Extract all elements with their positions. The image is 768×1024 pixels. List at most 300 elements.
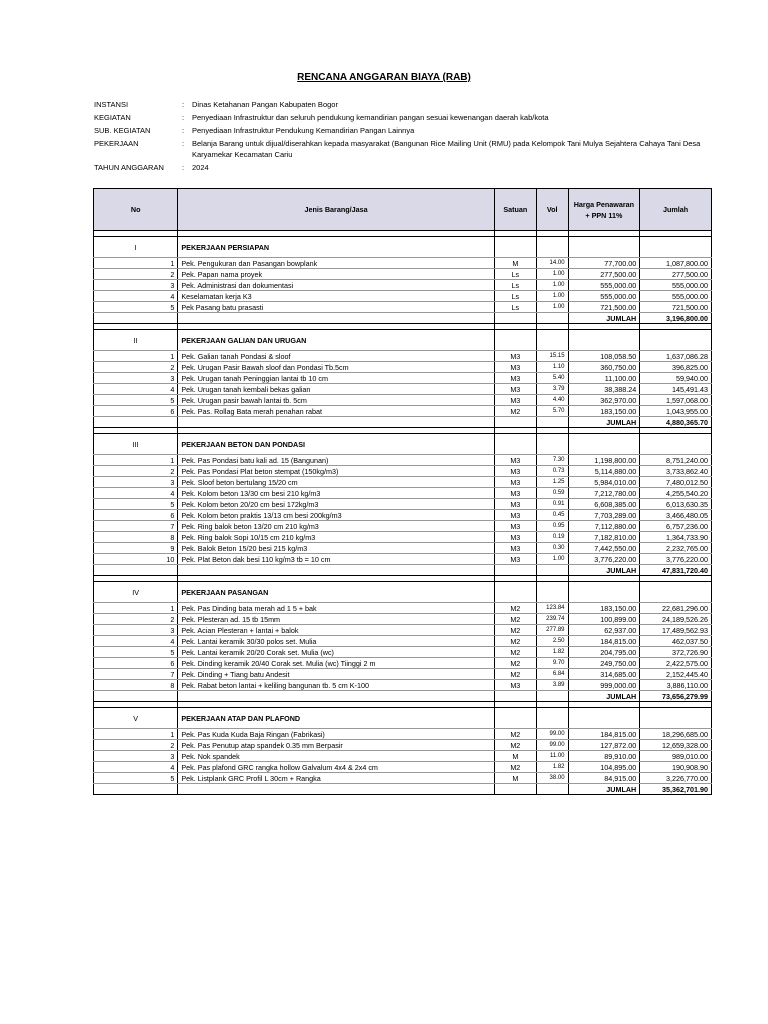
item-price: 127,872.00 <box>568 740 640 751</box>
document-title: RENCANA ANGGARAN BIAYA (RAB) <box>297 72 471 83</box>
item-amount: 721,500.00 <box>640 302 712 313</box>
table-row <box>94 521 712 532</box>
item-description: Pek. Kolom beton 20/20 cm besi 172kg/m3 <box>178 499 494 510</box>
item-unit: Ls <box>494 291 536 302</box>
item-number: 5 <box>94 395 178 406</box>
item-price: 204,795.00 <box>568 647 640 658</box>
item-description: Pek. Balok Beton 15/20 besi 215 kg/m3 <box>178 543 494 554</box>
item-description: Pek. Lantai keramik 20/20 Corak set. Mulia (wc) <box>178 647 494 658</box>
item-unit: M2 <box>494 614 536 625</box>
item-volume: 7.30 <box>536 455 568 466</box>
item-number: 7 <box>94 669 178 680</box>
item-number: 3 <box>94 280 178 291</box>
item-description: Pek. Galian tanah Pondasi & sloof <box>178 351 494 362</box>
item-amount: 2,232,765.00 <box>640 543 712 554</box>
empty-cell <box>494 691 536 702</box>
item-number: 9 <box>94 543 178 554</box>
item-price: 7,442,550.00 <box>568 543 640 554</box>
empty-cell <box>568 708 640 729</box>
item-volume: 1.25 <box>536 477 568 488</box>
item-description: Pek. Rabat beton lantai + keliling bangunan tb. 5 cm K-100 <box>178 680 494 691</box>
item-price: 184,815.00 <box>568 636 640 647</box>
item-price: 11,100.00 <box>568 373 640 384</box>
info-row <box>94 113 714 124</box>
item-price: 7,112,880.00 <box>568 521 640 532</box>
item-description: Pek. Papan nama proyek <box>178 269 494 280</box>
section-name: PEKERJAAN GALIAN DAN URUGAN <box>178 330 494 351</box>
info-label: SUB. KEGIATAN <box>94 126 151 136</box>
item-volume: 1.00 <box>536 291 568 302</box>
item-amount: 6,757,236.00 <box>640 521 712 532</box>
item-volume: 0.30 <box>536 543 568 554</box>
item-description: Pek Pasang batu prasasti <box>178 302 494 313</box>
item-unit: M3 <box>494 395 536 406</box>
item-volume: 1.10 <box>536 362 568 373</box>
section-row <box>94 237 712 258</box>
table-row <box>94 488 712 499</box>
item-price: 89,910.00 <box>568 751 640 762</box>
table-row <box>94 669 712 680</box>
item-unit: M <box>494 258 536 269</box>
item-unit: M2 <box>494 658 536 669</box>
table-row <box>94 258 712 269</box>
section-row <box>94 330 712 351</box>
item-volume: 1.82 <box>536 762 568 773</box>
item-volume: 1.82 <box>536 647 568 658</box>
item-amount: 18,296,685.00 <box>640 729 712 740</box>
table-row <box>94 362 712 373</box>
empty-cell <box>536 434 568 455</box>
subtotal-row <box>94 691 712 702</box>
item-unit: M3 <box>494 510 536 521</box>
item-description: Pek. Plesteran ad. 15 tb 15mm <box>178 614 494 625</box>
item-price: 360,750.00 <box>568 362 640 373</box>
item-number: 4 <box>94 488 178 499</box>
header-no: No <box>94 189 178 231</box>
empty-cell <box>536 330 568 351</box>
item-amount: 3,226,770.00 <box>640 773 712 784</box>
item-number: 5 <box>94 499 178 510</box>
item-price: 7,212,780.00 <box>568 488 640 499</box>
item-description: Pek. Pas Pondasi batu kali ad. 15 (Bangunan) <box>178 455 494 466</box>
item-unit: M2 <box>494 603 536 614</box>
item-unit: Ls <box>494 302 536 313</box>
item-number: 3 <box>94 625 178 636</box>
item-amount: 396,825.00 <box>640 362 712 373</box>
item-amount: 12,659,328.00 <box>640 740 712 751</box>
item-number: 5 <box>94 647 178 658</box>
section-number: IV <box>94 582 178 603</box>
item-description: Pek. Kolom beton praktis 13/13 cm besi 200kg/m3 <box>178 510 494 521</box>
empty-cell <box>640 237 712 258</box>
item-volume: 5.70 <box>536 406 568 417</box>
info-label: INSTANSI <box>94 100 129 109</box>
table-row <box>94 751 712 762</box>
item-volume: 14.00 <box>536 258 568 269</box>
item-unit: M3 <box>494 384 536 395</box>
item-number: 5 <box>94 773 178 784</box>
item-number: 2 <box>94 466 178 477</box>
item-description: Pek. Nok spandek <box>178 751 494 762</box>
item-description: Pek. Pas Kuda Kuda Baja Ringan (Fabrikasi) <box>178 729 494 740</box>
item-amount: 3,466,480.05 <box>640 510 712 521</box>
item-volume: 277.89 <box>536 625 568 636</box>
subtotal-amount: 73,656,279.99 <box>640 691 712 702</box>
item-volume: 5.40 <box>536 373 568 384</box>
item-description: Keselamatan kerja K3 <box>178 291 494 302</box>
table-row <box>94 680 712 691</box>
empty-cell <box>494 565 536 576</box>
item-description: Pek. Kolom beton 13/30 cm besi 210 kg/m3 <box>178 488 494 499</box>
item-price: 62,937.00 <box>568 625 640 636</box>
item-unit: M2 <box>494 669 536 680</box>
item-number: 6 <box>94 510 178 521</box>
item-unit: M3 <box>494 351 536 362</box>
subtotal-amount: 47,831,720.40 <box>640 565 712 576</box>
item-volume: 4.40 <box>536 395 568 406</box>
item-description: Pek. Pas Penutup atap spandek 0.35 mm Berpasir <box>178 740 494 751</box>
item-unit: M2 <box>494 647 536 658</box>
info-value: Penyediaan Infrastruktur dan seluruh pendukung kemandirian pangan sesuai kewenangan daerah kab/kota <box>192 113 549 123</box>
item-description: Pek. Urugan tanah kembali bekas galian <box>178 384 494 395</box>
item-number: 5 <box>94 302 178 313</box>
section-row <box>94 582 712 603</box>
item-number: 4 <box>94 762 178 773</box>
item-description: Pek. Plat Beton dak besi 110 kg/m3 tb = 10 cm <box>178 554 494 565</box>
empty-cell <box>568 434 640 455</box>
table-row <box>94 729 712 740</box>
item-description: Pek. Urugan pasir bawah lantai tb. 5cm <box>178 395 494 406</box>
item-amount: 2,152,445.40 <box>640 669 712 680</box>
empty-cell <box>640 330 712 351</box>
item-description: Pek. Dinding + Tiang batu Andesit <box>178 669 494 680</box>
empty-cell <box>178 313 494 324</box>
section-row <box>94 708 712 729</box>
item-amount: 3,733,862.40 <box>640 466 712 477</box>
item-number: 2 <box>94 362 178 373</box>
item-description: Pek. Pas. Rollag Bata merah penahan rabat <box>178 406 494 417</box>
table-row <box>94 406 712 417</box>
item-volume: 11.00 <box>536 751 568 762</box>
item-amount: 6,013,630.35 <box>640 499 712 510</box>
item-price: 84,915.00 <box>568 773 640 784</box>
info-row <box>94 126 714 137</box>
empty-cell <box>94 565 178 576</box>
info-colon: : <box>182 113 185 123</box>
item-volume: 1.00 <box>536 302 568 313</box>
item-volume: 1.00 <box>536 269 568 280</box>
item-amount: 190,908.90 <box>640 762 712 773</box>
item-volume: 99.00 <box>536 729 568 740</box>
table-row <box>94 455 712 466</box>
item-unit: M3 <box>494 532 536 543</box>
subtotal-label: JUMLAH <box>568 417 640 428</box>
item-amount: 1,087,800.00 <box>640 258 712 269</box>
budget-table <box>93 188 712 795</box>
item-amount: 145,491.43 <box>640 384 712 395</box>
item-unit: M <box>494 773 536 784</box>
item-price: 104,895.00 <box>568 762 640 773</box>
table-row <box>94 269 712 280</box>
info-colon: : <box>182 139 185 149</box>
item-price: 6,608,385.00 <box>568 499 640 510</box>
item-description: Pek. Listplank GRC Profil L 30cm + Rangka <box>178 773 494 784</box>
item-unit: M3 <box>494 455 536 466</box>
item-amount: 4,255,540.20 <box>640 488 712 499</box>
item-number: 1 <box>94 603 178 614</box>
item-amount: 1,637,086.28 <box>640 351 712 362</box>
info-label: TAHUN ANGGARAN <box>94 162 164 172</box>
item-volume: 2.50 <box>536 636 568 647</box>
table-row <box>94 373 712 384</box>
item-unit: M3 <box>494 680 536 691</box>
item-amount: 1,043,955.00 <box>640 406 712 417</box>
item-price: 7,182,810.00 <box>568 532 640 543</box>
item-unit: M3 <box>494 521 536 532</box>
empty-cell <box>568 237 640 258</box>
item-number: 6 <box>94 406 178 417</box>
empty-cell <box>640 434 712 455</box>
item-unit: M3 <box>494 499 536 510</box>
subtotal-row <box>94 417 712 428</box>
info-row <box>94 139 714 160</box>
item-volume: 123.84 <box>536 603 568 614</box>
table-row <box>94 384 712 395</box>
empty-cell <box>494 582 536 603</box>
table-row <box>94 740 712 751</box>
info-row <box>94 100 714 111</box>
section-row <box>94 434 712 455</box>
item-unit: M2 <box>494 406 536 417</box>
empty-cell <box>94 691 178 702</box>
item-price: 3,776,220.00 <box>568 554 640 565</box>
info-row <box>94 163 714 174</box>
item-volume: 0.59 <box>536 488 568 499</box>
table-header-row <box>94 189 712 231</box>
empty-cell <box>536 417 568 428</box>
item-price: 5,114,880.00 <box>568 466 640 477</box>
item-number: 3 <box>94 751 178 762</box>
empty-cell <box>568 330 640 351</box>
item-price: 277,500.00 <box>568 269 640 280</box>
item-number: 2 <box>94 269 178 280</box>
section-number: I <box>94 237 178 258</box>
item-price: 183,150.00 <box>568 406 640 417</box>
item-description: Pek. Urugan Pasir Bawah sloof dan Pondasi Tb.5cm <box>178 362 494 373</box>
item-price: 249,750.00 <box>568 658 640 669</box>
item-unit: Ls <box>494 269 536 280</box>
item-amount: 3,776,220.00 <box>640 554 712 565</box>
header-vol: Vol <box>536 189 568 231</box>
empty-cell <box>178 784 494 795</box>
item-price: 1,198,800.00 <box>568 455 640 466</box>
item-number: 1 <box>94 455 178 466</box>
item-unit: M2 <box>494 625 536 636</box>
info-value: Belanja Barang untuk dijual/diserahkan kepada masyarakat (Bangunan Rice Mailing Unit (RMU) pada Kelompok Tani Mulya Sejahtera Cahaya Tani Desa Karyamekar Kecamatan Cariu <box>192 139 701 159</box>
item-volume: 0.19 <box>536 532 568 543</box>
item-price: 184,815.00 <box>568 729 640 740</box>
item-volume: 99.00 <box>536 740 568 751</box>
table-row <box>94 466 712 477</box>
empty-cell <box>178 565 494 576</box>
item-amount: 555,000.00 <box>640 291 712 302</box>
item-volume: 3.89 <box>536 680 568 691</box>
item-amount: 2,422,575.00 <box>640 658 712 669</box>
empty-cell <box>494 417 536 428</box>
item-price: 108,058.50 <box>568 351 640 362</box>
section-name: PEKERJAAN ATAP DAN PLAFOND <box>178 708 494 729</box>
empty-cell <box>640 582 712 603</box>
item-volume: 1.00 <box>536 280 568 291</box>
item-number: 2 <box>94 740 178 751</box>
table-row <box>94 658 712 669</box>
item-amount: 989,010.00 <box>640 751 712 762</box>
subtotal-label: JUMLAH <box>568 565 640 576</box>
empty-cell <box>94 417 178 428</box>
item-description: Pek. Pengukuran dan Pasangan bowplank <box>178 258 494 269</box>
table-row <box>94 614 712 625</box>
item-number: 1 <box>94 351 178 362</box>
table-row <box>94 647 712 658</box>
empty-cell <box>536 784 568 795</box>
section-name: PEKERJAAN PERSIAPAN <box>178 237 494 258</box>
empty-cell <box>536 708 568 729</box>
item-description: Pek. Ring balok beton 13/20 cm 210 kg/m3 <box>178 521 494 532</box>
item-volume: 15.15 <box>536 351 568 362</box>
item-price: 38,388.24 <box>568 384 640 395</box>
item-amount: 555,000.00 <box>640 280 712 291</box>
item-description: Pek. Pas Dinding bata merah ad 1 5 + bak <box>178 603 494 614</box>
info-colon: : <box>182 126 185 136</box>
info-value: 2024 <box>192 162 209 172</box>
empty-cell <box>536 582 568 603</box>
item-price: 999,000.00 <box>568 680 640 691</box>
item-price: 100,899.00 <box>568 614 640 625</box>
item-unit: M3 <box>494 373 536 384</box>
item-number: 3 <box>94 477 178 488</box>
item-number: 1 <box>94 729 178 740</box>
item-unit: M <box>494 751 536 762</box>
item-price: 362,970.00 <box>568 395 640 406</box>
item-amount: 17,489,562.93 <box>640 625 712 636</box>
header-harga: Harga Penawaran + PPN 11% <box>568 189 640 231</box>
header-jumlah: Jumlah <box>640 189 712 231</box>
item-unit: M2 <box>494 740 536 751</box>
item-unit: Ls <box>494 280 536 291</box>
section-number: III <box>94 434 178 455</box>
subtotal-amount: 35,362,701.90 <box>640 784 712 795</box>
item-number: 4 <box>94 291 178 302</box>
item-price: 183,150.00 <box>568 603 640 614</box>
item-volume: 9.70 <box>536 658 568 669</box>
item-amount: 1,364,733.90 <box>640 532 712 543</box>
item-volume: 0.45 <box>536 510 568 521</box>
item-unit: M3 <box>494 466 536 477</box>
empty-cell <box>494 313 536 324</box>
header-satuan: Satuan <box>494 189 536 231</box>
item-amount: 372,726.90 <box>640 647 712 658</box>
subtotal-amount: 4,880,365.70 <box>640 417 712 428</box>
section-number: II <box>94 330 178 351</box>
empty-cell <box>536 313 568 324</box>
item-unit: M3 <box>494 362 536 373</box>
empty-cell <box>94 313 178 324</box>
item-amount: 59,940.00 <box>640 373 712 384</box>
item-number: 2 <box>94 614 178 625</box>
item-amount: 8,751,240.00 <box>640 455 712 466</box>
item-description: Pek. Sloof beton bertulang 15/20 cm <box>178 477 494 488</box>
item-number: 7 <box>94 521 178 532</box>
section-name: PEKERJAAN PASANGAN <box>178 582 494 603</box>
item-description: Pek. Lantai keramik 30/30 polos set. Mulia <box>178 636 494 647</box>
item-description: Pek. Urugan tanah Peninggian lantai tb 10 cm <box>178 373 494 384</box>
item-price: 314,685.00 <box>568 669 640 680</box>
subtotal-label: JUMLAH <box>568 691 640 702</box>
item-price: 721,500.00 <box>568 302 640 313</box>
item-volume: 0.95 <box>536 521 568 532</box>
item-volume: 3.79 <box>536 384 568 395</box>
subtotal-row <box>94 565 712 576</box>
info-label: PEKERJAAN <box>94 139 139 149</box>
item-description: Pek. Pas Pondasi Plat beton stempat (150kg/m3) <box>178 466 494 477</box>
table-row <box>94 762 712 773</box>
empty-cell <box>640 708 712 729</box>
subtotal-row <box>94 784 712 795</box>
item-unit: M3 <box>494 554 536 565</box>
item-description: Pek. Dinding keramik 20/40 Corak set. Mulia (wc) Tiinggi 2 m <box>178 658 494 669</box>
item-price: 77,700.00 <box>568 258 640 269</box>
item-price: 555,000.00 <box>568 280 640 291</box>
table-row <box>94 280 712 291</box>
info-colon: : <box>182 162 185 172</box>
item-price: 555,000.00 <box>568 291 640 302</box>
header-jenis: Jenis Barang/Jasa <box>178 189 494 231</box>
empty-cell <box>494 237 536 258</box>
item-number: 1 <box>94 258 178 269</box>
table-row <box>94 773 712 784</box>
info-label: KEGIATAN <box>94 113 131 123</box>
item-amount: 277,500.00 <box>640 269 712 280</box>
item-amount: 24,189,526.26 <box>640 614 712 625</box>
item-volume: 0.73 <box>536 466 568 477</box>
item-unit: M2 <box>494 729 536 740</box>
empty-cell <box>568 582 640 603</box>
table-row <box>94 477 712 488</box>
table-row <box>94 636 712 647</box>
item-number: 6 <box>94 658 178 669</box>
item-unit: M2 <box>494 762 536 773</box>
subtotal-label: JUMLAH <box>568 313 640 324</box>
empty-cell <box>536 565 568 576</box>
item-volume: 1.00 <box>536 554 568 565</box>
item-amount: 1,597,068.00 <box>640 395 712 406</box>
project-info <box>94 100 714 176</box>
item-description: Pek. Pas plafond GRC rangka hollow Galvalum 4x4 & 2x4 cm <box>178 762 494 773</box>
item-price: 7,703,289.00 <box>568 510 640 521</box>
info-value: Penyediaan Infrastruktur Pendukung Kemandirian Pangan Lainnya <box>192 126 415 136</box>
table-row <box>94 351 712 362</box>
table-row <box>94 532 712 543</box>
item-volume: 6.84 <box>536 669 568 680</box>
table-row <box>94 499 712 510</box>
empty-cell <box>494 330 536 351</box>
item-number: 10 <box>94 554 178 565</box>
empty-cell <box>494 784 536 795</box>
item-description: Pek. Administrasi dan dokumentasi <box>178 280 494 291</box>
empty-cell <box>494 708 536 729</box>
info-colon: : <box>182 100 185 109</box>
item-unit: M3 <box>494 477 536 488</box>
